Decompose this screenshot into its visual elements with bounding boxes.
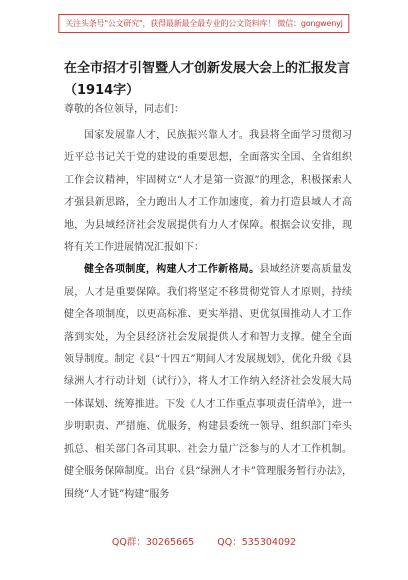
footer-qq: QQ：535304092: [217, 537, 297, 548]
section-heading: 健全各项制度，构建人才工作新格局。: [84, 264, 260, 276]
section-text: 县域经济要高质量发展，人才是重要保障。我们将坚定不移贯彻党管人才原则，持续健全各项制度，以更高标准、更实举措、更优氛围推动人才工作落到实处，为全县经济社会发展提供人才和智力支撑。健全全面领导制度。制定《县“十四五”期间人才发展规划》，优化升级《县绿洲人才行动计划（试行）》，将人才工作纳入经济社会发展大局一体谋划、统筹推进。下发《人才工作重点事项责任清单》，进一步明职责、严措施、优服务，构建县委统一领导、组织部门牵头抓总、相关部门各司其职、社会力量广泛参与的人才工作机制。健全服务保障制度。出台《县“绿洲人才卡”管理服务暂行办法》，围绕“人才链”构建“服务: [64, 264, 353, 500]
footer-qq-group: QQ群：30265665: [111, 537, 195, 548]
salutation: 尊敬的各位领导，同志们：: [64, 104, 184, 115]
paragraph-intro: 国家发展靠人才，民族振兴靠人才。我县将全面学习贯彻习近平总书记关于党的建设的重要思想，全面落实全国、全省组织工作会议精神，牢固树立“人才是第一资源”的理念，积极探索人才强县新思路，全力跑出人才工作加速度，着力打造县域人才高地，为县域经济社会发展提供有力人才保障。根据会议安排，现将有关工作进展情况汇报如下：: [64, 130, 352, 254]
paragraph-section-1: [64, 259, 352, 505]
document-title: 在全市招才引智暨人才创新发展大会上的汇报发言（1914字）: [64, 61, 351, 98]
document-body: [64, 125, 352, 506]
top-banner: 关注头条号"公文研究"，获得最新最全最专业的公文资料库！ 微信：gongwenyj: [58, 14, 349, 33]
footer: [0, 534, 408, 548]
